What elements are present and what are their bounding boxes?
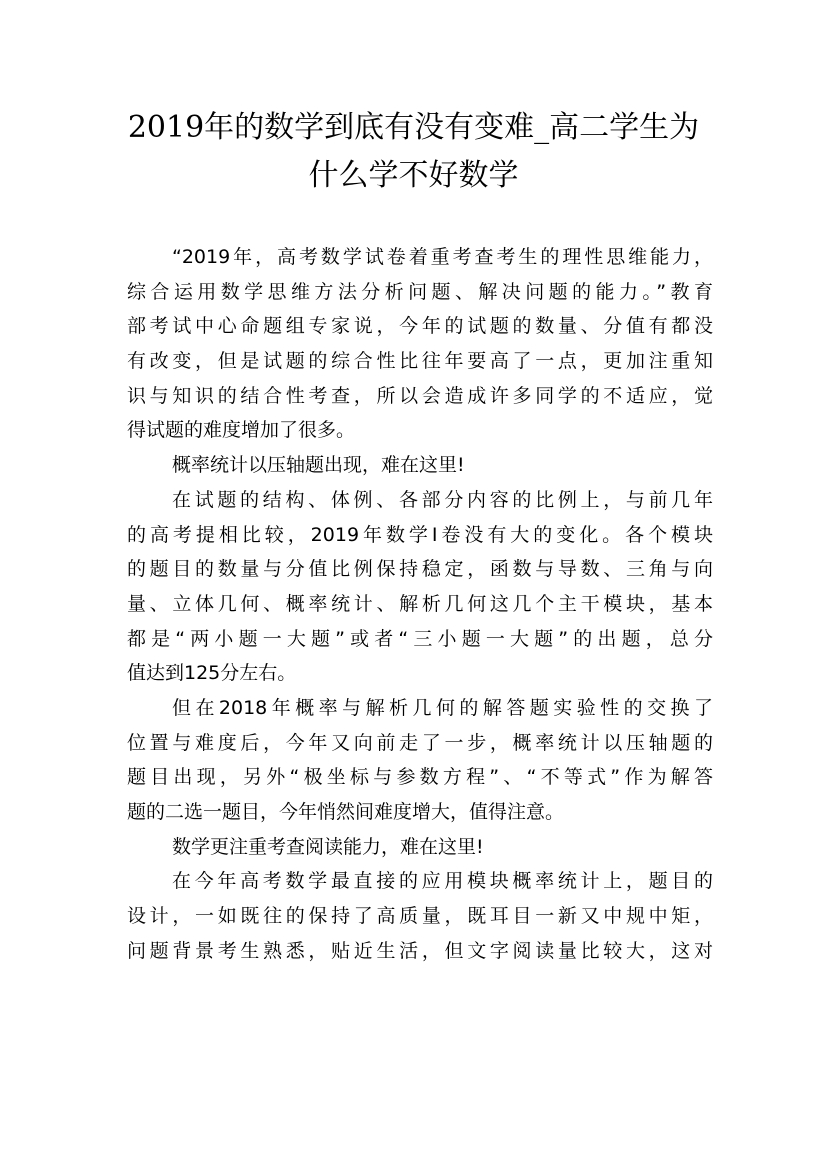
paragraph — [127, 483, 713, 691]
text-line: 的高考提相比较，2019年数学Ⅰ卷没有大的变化。各个模块 — [127, 523, 713, 546]
text-line: 的题目的数量与分值比例保持稳定，函数与导数、三角与向 — [127, 558, 713, 581]
text-line: 设计，一如既往的保持了高质量，既耳目一新又中规中矩， — [127, 905, 713, 928]
text-line: 有改变，但是试题的综合性比往年要高了一点，更加注重知 — [127, 350, 713, 373]
text-line: 得试题的难度增加了很多。 — [127, 419, 356, 442]
text-line: 问题背景考生熟悉，贴近生活，但文字阅读量比较大，这对 — [127, 939, 713, 962]
text-line: 题的二选一题目，今年悄然间难度增大，值得注意。 — [127, 801, 565, 823]
text-line: 在今年高考数学最直接的应用模块概率统计上，题目的 — [172, 870, 713, 893]
text-line: 题目出现，另外“极坐标与参数方程”、“不等式”作为解答 — [127, 766, 713, 789]
text-line: 识与知识的结合性考查，所以会造成许多同学的不适应，觉 — [127, 384, 713, 407]
section-heading: 数学更注重考查阅读能力，难在这里! — [172, 835, 484, 858]
section-heading-paragraph — [127, 830, 713, 865]
section-heading-paragraph — [127, 448, 713, 483]
text-line: 综合运用数学思维方法分析问题、解决问题的能力。”教育 — [127, 280, 713, 303]
title-line: 2019年的数学到底有没有变难_高二学生为 — [127, 110, 700, 145]
text-line: 位置与难度后，今年又向前走了一步，概率统计以压轴题的 — [127, 731, 713, 754]
document-title — [90, 104, 737, 200]
text-line: 都是“两小题一大题”或者“三小题一大题”的出题，总分 — [127, 627, 713, 650]
text-line: 在试题的结构、体例、各部分内容的比例上，与前几年 — [172, 488, 713, 511]
paragraph — [127, 864, 713, 968]
section-heading: 概率统计以压轴题出现，难在这里! — [172, 454, 465, 477]
document-body — [127, 240, 713, 968]
title-line: 什么学不好数学 — [308, 158, 519, 193]
text-line: 但在2018年概率与解析几何的解答题实验性的交换了 — [172, 696, 713, 719]
text-line: 值达到125分左右。 — [127, 662, 297, 685]
text-line: 量、立体几何、概率统计、解析几何这几个主干模块，基本 — [127, 592, 713, 615]
paragraph — [127, 240, 713, 448]
text-line: “2019年，高考数学试卷着重考查考生的理性思维能力， — [172, 246, 713, 268]
paragraph — [127, 691, 713, 830]
text-line: 部考试中心命题组专家说，今年的试题的数量、分值有都没 — [127, 315, 713, 338]
